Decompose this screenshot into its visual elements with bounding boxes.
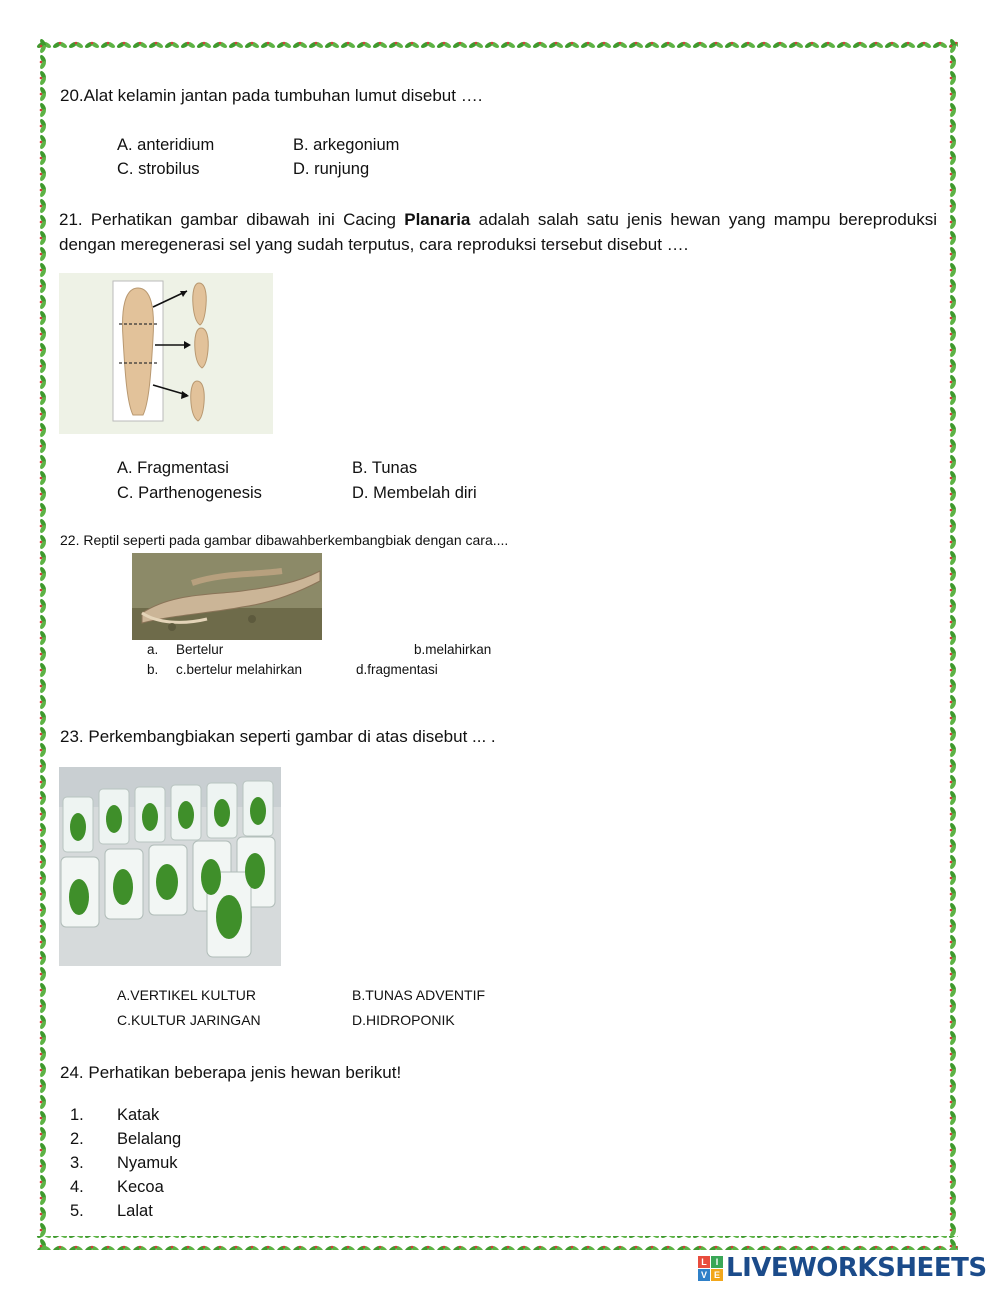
planaria-figure	[59, 273, 273, 434]
q24-item-label: Nyamuk	[117, 1154, 178, 1172]
q21-text-start: 21. Perhatikan gambar dibawah ini Cacing	[59, 210, 405, 229]
logo-cube: E	[711, 1269, 723, 1281]
q20-option-c: C. strobilus	[117, 160, 200, 178]
q23-option-b: B.TUNAS ADVENTIF	[352, 987, 486, 1003]
q23-option-a: A.VERTIKEL KULTUR	[117, 987, 257, 1003]
logo-cube: I	[711, 1256, 723, 1268]
q24-item-number: 4.	[70, 1178, 84, 1196]
logo-cube: V	[698, 1269, 710, 1281]
q20-option-d: D. runjung	[293, 160, 370, 178]
q24-item-number: 2.	[70, 1130, 84, 1148]
q24-item-number: 5.	[70, 1202, 84, 1220]
q24-item-number: 1.	[70, 1106, 84, 1124]
question-23-text: 23. Perkembangbiakan seperti gambar di atas disebut ... .	[60, 727, 496, 746]
q23-option-c: C.KULTUR JARINGAN	[117, 1012, 261, 1028]
liveworksheets-logo[interactable]	[698, 1253, 987, 1283]
q21-bold-term: Planaria	[404, 210, 471, 229]
q24-item-number: 3.	[70, 1154, 84, 1172]
logo-cubes-icon	[698, 1256, 723, 1281]
question-22-text: 22. Reptil seperti pada gambar dibawahberkembangbiak dengan cara....	[60, 532, 509, 548]
q22-option-a-marker: a.	[147, 642, 159, 657]
question-21-text	[59, 207, 937, 257]
q22-option-d: d.fragmentasi	[356, 662, 438, 677]
crocodile-photo	[132, 553, 322, 640]
question-20-text: 20.Alat kelamin jantan pada tumbuhan lumut disebut ….	[60, 86, 483, 105]
q24-item-label: Lalat	[117, 1202, 153, 1220]
q22-option-c-marker: b.	[147, 662, 159, 677]
q20-option-b: B. arkegonium	[293, 136, 400, 154]
q24-item-label: Kecoa	[117, 1178, 164, 1196]
q21-option-c: C. Parthenogenesis	[117, 484, 262, 502]
logo-cube: L	[698, 1256, 710, 1268]
q23-option-d: D.HIDROPONIK	[352, 1012, 455, 1028]
q24-item-label: Belalang	[117, 1130, 182, 1148]
logo-text: LIVEWORKSHEETS	[726, 1253, 987, 1283]
q22-option-c: c.bertelur melahirkan	[176, 662, 303, 677]
q22-option-a: Bertelur	[176, 642, 224, 657]
q21-text-end: adalah salah satu jenis hewan yang mampu bereproduksi dengan meregenerasi sel yang sudah terputus, cara reproduksi tersebut disebut ….	[59, 210, 938, 254]
q24-item-label: Katak	[117, 1106, 160, 1124]
q21-option-b: B. Tunas	[352, 459, 418, 477]
q21-option-a: A. Fragmentasi	[117, 459, 229, 477]
tissue-culture-photo	[59, 767, 281, 966]
q21-option-d: D. Membelah diri	[352, 484, 477, 502]
q20-option-a: A. anteridium	[117, 136, 215, 154]
q22-option-b: b.melahirkan	[414, 642, 492, 657]
question-24-text: 24. Perhatikan beberapa jenis hewan berikut!	[60, 1063, 402, 1082]
